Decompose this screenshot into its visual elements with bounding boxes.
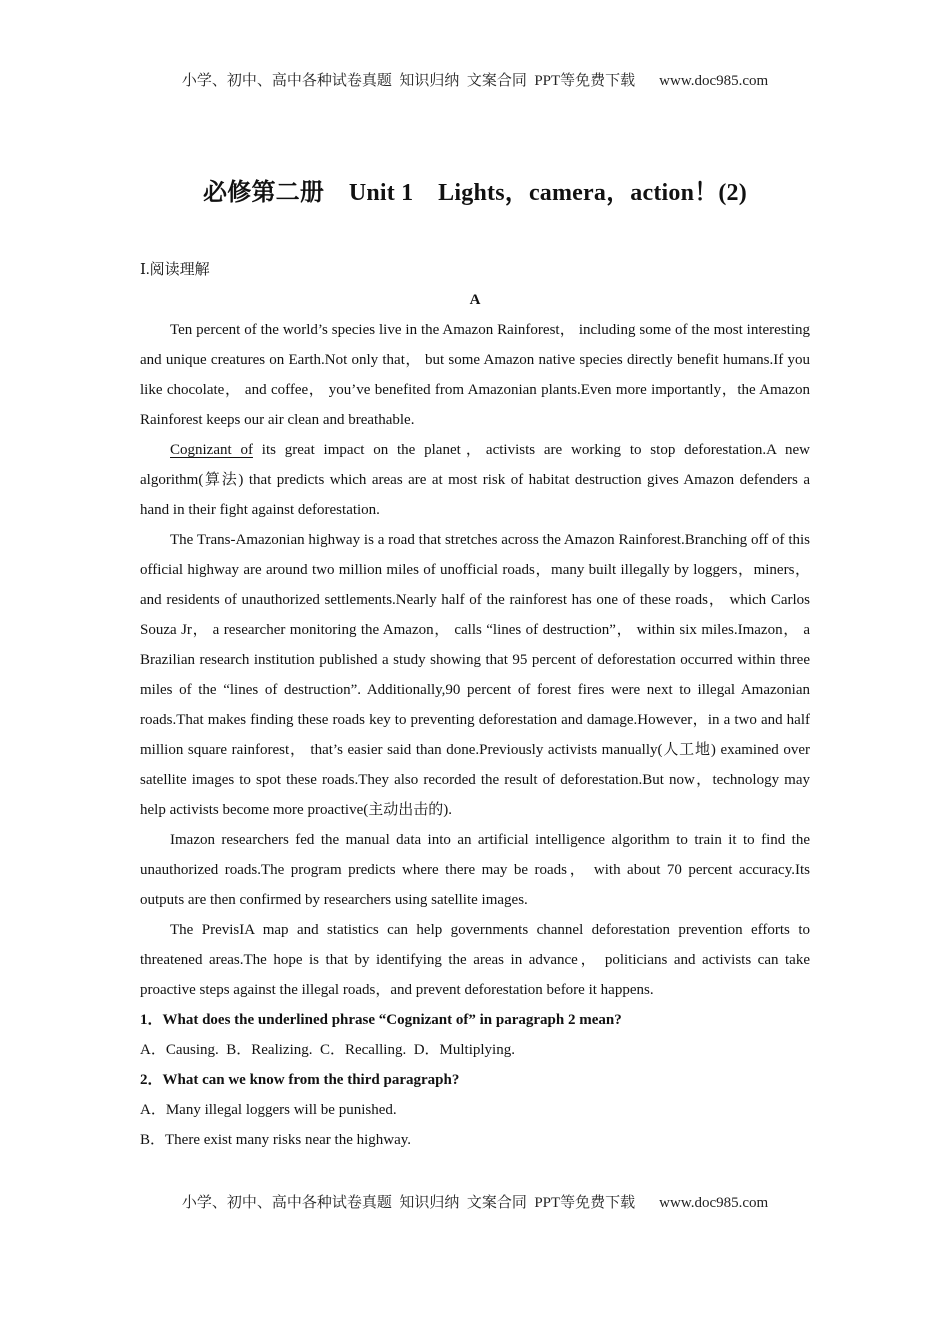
paragraph-4: Imazon researchers fed the manual data into an artificial intelligence algorithm to train it to find the unauthorized roads.The program predicts where there may be roads， with about 70 percent accuracy.Its outputs are then confirmed by researchers using satellite images.: [140, 832, 810, 908]
paragraph-2-text: its great impact on the planet，activists are working to stop deforestation.A new algorithm(算法) that predicts which areas are at most risk of habitat destruction gives Amazon defenders a hand in their fight against deforestation.: [140, 442, 810, 518]
header-tagline: 小学、初中、高中各种试卷真题 知识归纳 文案合同 PPT等免费下载: [181, 73, 636, 89]
question-1-options: A．Causing. B．Realizing. C．Recalling. D．Multiplying.: [140, 1042, 515, 1058]
question-2-option-a: A．Many illegal loggers will be punished.: [140, 1102, 397, 1118]
question-2-option-b: B．There exist many risks near the highway.: [140, 1132, 412, 1148]
footer-tagline: 小学、初中、高中各种试卷真题 知识归纳 文案合同 PPT等免费下载: [181, 1195, 636, 1211]
page-footer: [0, 1191, 950, 1212]
paragraph-2: [140, 435, 810, 525]
paragraph-3: The Trans-Amazonian highway is a road that stretches across the Amazon Rainforest.Branching off of this official highway are around two million miles of unofficial roads，many built illegally by loggers，miners， and residents of unauthorized settlements.Nearly half of the rainforest has one of these roads， which Carlos Souza Jr， a researcher monitoring the Amazon， calls “lines of destruction”， within six miles.Imazon， a Brazilian research institution published a study showing that 95 percent of deforestation occurred within three miles of the “lines of destruction”. Additionally,90 percent of forest fires were next to illegal Amazonian roads.That makes finding these roads key to preventing deforestation and damage.However，in a two and half million square rainforest， that’s easier said than done.Previously activists manually(人工地) examined over satellite images to spot these roads.They also recorded the result of deforestation.But now，technology may help activists become more proactive(主动出击的).: [140, 532, 810, 818]
paragraph-5: The PrevisIA map and statistics can help governments channel deforestation prevention efforts to threatened areas.The hope is that by identifying the areas in advance， politicians and activists can take proactive steps against the illegal roads，and prevent deforestation before it happens.: [140, 922, 810, 998]
question-1: 1．What does the underlined phrase “Cognizant of” in paragraph 2 mean?: [140, 1012, 622, 1028]
section-heading: Ⅰ.阅读理解: [140, 262, 210, 278]
paragraph-1: Ten percent of the world’s species live in the Amazon Rainforest， including some of the most interesting and unique creatures on Earth.Not only that， but some Amazon native species directly benefit humans.If you like chocolate， and coffee， you’ve benefited from Amazonian plants.Even more importantly，the Amazon Rainforest keeps our air clean and breathable.: [140, 322, 810, 428]
header-site-link[interactable]: www.doc985.com: [659, 73, 769, 89]
passage-letter: A: [469, 292, 481, 308]
footer-site-link[interactable]: www.doc985.com: [659, 1195, 769, 1211]
page-header: [0, 69, 950, 90]
question-2: 2．What can we know from the third paragraph?: [140, 1072, 460, 1088]
page-title: 必修第二册 Unit 1 Lights，camera，action！(2): [203, 180, 747, 206]
underlined-phrase: Cognizant of: [170, 442, 253, 458]
document-body: [140, 255, 810, 1155]
